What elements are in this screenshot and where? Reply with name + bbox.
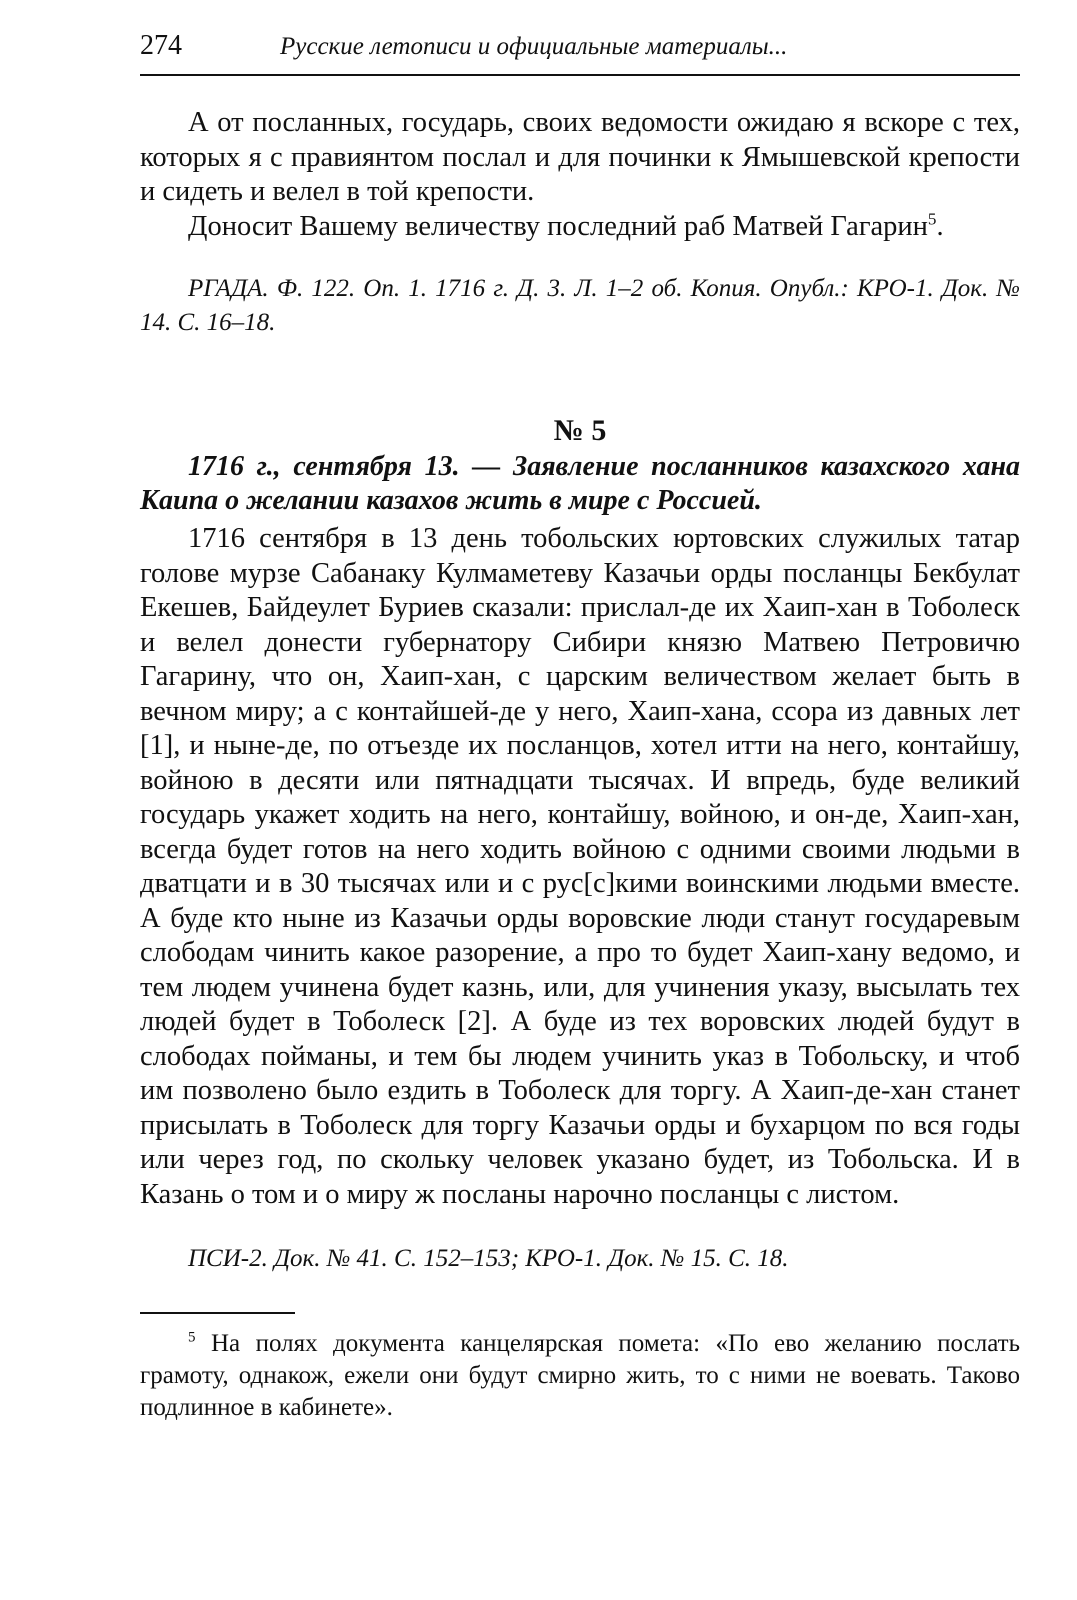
running-header (140, 30, 1020, 76)
paragraph-signature (140, 210, 1020, 245)
signature-period: . (936, 210, 944, 242)
book-page (140, 30, 1020, 1424)
source-citation-2: ПСИ-2. Док. № 41. С. 152–153; КРО-1. Док. № 15. С. 18. (188, 1245, 789, 1272)
running-title: Русские летописи и официальные материалы... (280, 33, 788, 60)
footnote-reference[interactable]: 5 (927, 209, 937, 228)
footnote (140, 1328, 1020, 1424)
document-number: № 5 (553, 414, 607, 447)
signature-text: Доносит Вашему величеству последний раб Матвей Гагарин (188, 210, 928, 242)
paragraph-report-ending: А от посланных, государь, своих ведомости ожидаю я вскоре с тех, которых я с правиянтом послал и для починки к Ямышевской крепости и сидеть и велел в той крепости. (140, 107, 1020, 207)
footnote-text: На полях документа канцелярская помета: «По ево желанию послать грамоту, однакож, ежели они будут смирно жить, то с ними не воевать. Таково подлинное в кабинете». (140, 1330, 1021, 1421)
footnote-mark: 5 (188, 1329, 196, 1346)
page-number: 274 (140, 30, 182, 61)
document-text: 1716 сентября в 13 день тобольских юртовских служилых татар голове мурзе Сабанаку Кулмаметеву Казачьи орды посланцы Бекбулат Екешев, Байдеулет Буриев сказали: прислал-де их Хаип-хан в Тоболеск и велел донести губернатору Сибири князю Матвею Петровичю Гагарину, что он, Хаип-хан, с царским величеством желает быть в вечном миру; а с контайшей-де у него, Хаип-хана, ссора из давных лет [1], и ныне-де, по отъезде их посланцов, хотел итти на него, контайшу, войною в десяти или пятнадцати тысячах. И впредь, буде великий государь укажет ходить на него, контайшу, войною, и он-де, Хаип-хан, всегда будет готов на него ходить войною с одними своими людьми в дватцати и в 30 тысячах или и с рус[с]кими воинскими людьми вместе. А буде кто ныне из Казачьи орды воровские люди станут государевым слободам чинить какое разорение, а про то будет Хаип-хану ведомо, и тем людем учинена будет казнь, или, для учинения указу, высылать тех людей будет в Тоболеск [2]. А буде из тех воровских людей будут в слободах пойманы, и тем бы людем учинить указ в Тобольску, и чтоб им позволено было ездить в Тоболеск для торгу. А Хаип-де-хан станет присылать в Тоболеск для торгу Казачьи орды и бухарцом по вся годы или через год, по скольку человек указано будет, из Тобольска. И в Казань о том и о миру ж посланы нарочно посланцы с листом. (140, 523, 1020, 1210)
source-citation-1: РГАДА. Ф. 122. Оп. 1. 1716 г. Д. 3. Л. 1–2 об. Копия. Опубл.: КРО-1. Док. № 14. С. 16–18. (140, 275, 1020, 336)
footnote-divider (140, 1312, 295, 1314)
document-title: 1716 г., сентября 13. — Заявление посланников казахского хана Каипа о желании казахов жить в мире с Россией. (140, 451, 1020, 516)
